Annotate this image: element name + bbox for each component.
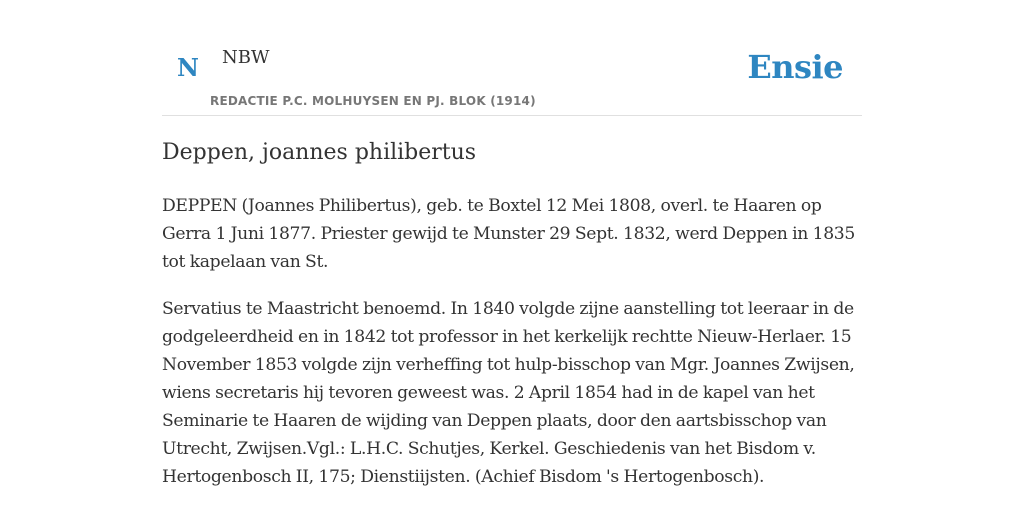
page-container bbox=[162, 0, 862, 487]
page-header bbox=[162, 0, 862, 116]
article-body bbox=[162, 192, 862, 510]
article-title: Deppen, joannes philibertus bbox=[162, 140, 477, 165]
brand-logo[interactable]: Ensie bbox=[747, 48, 843, 86]
source-logo-icon[interactable]: N bbox=[177, 53, 199, 82]
article-paragraph: Servatius te Maastricht benoemd. In 1840 volgde zijne aanstelling tot leeraar in de godgeleerdheid en in 1842 tot professor in het kerkelijk rechtte Nieuw-Herlaer. 15 November 1853 volgde zijn verheffing tot hulp-bisschop van Mgr. Joannes Zwijsen, wiens secretaris hij tevoren geweest was. 2 April 1854 had in de kapel van het Seminarie te Haaren de wijding van Deppen plaats, door den aartsbisschop van Utrecht, Zwijsen.Vgl.: L.H.C. Schutjes, Kerkel. Geschiedenis van het Bisdom v. Hertogenbosch II, 175; Dienstiijsten. (Achief Bisdom 's Hertogenbosch). bbox=[162, 299, 855, 487]
source-editors: REDACTIE P.C. MOLHUYSEN EN PJ. BLOK (1914) bbox=[210, 94, 536, 108]
article-paragraph: DEPPEN (Joannes Philibertus), geb. te Boxtel 12 Mei 1808, overl. te Haaren op Gerra 1 Juni 1877. Priester gewijd te Munster 29 Sept. 1832, werd Deppen in 1835 tot kapelaan van St. bbox=[162, 196, 855, 272]
source-name[interactable]: NBW bbox=[222, 47, 270, 68]
